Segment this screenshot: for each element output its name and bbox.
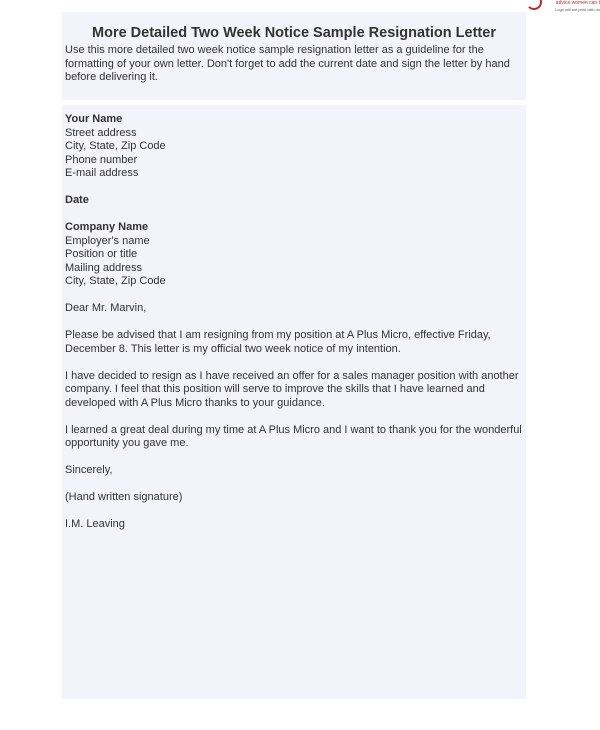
sender-city: City, State, Zip Code xyxy=(65,140,166,152)
closing: Sincerely, xyxy=(65,464,113,476)
letter-date: Date xyxy=(65,194,89,206)
logo-swoosh-icon xyxy=(526,0,542,10)
paragraph-thanks: I learned a great deal during my time at A Plus Micro and I want to thank you for the wonderful opportunity you gave me. xyxy=(65,423,522,449)
brand-logo xyxy=(520,0,600,16)
sender-street: Street address xyxy=(65,126,137,139)
letter-body xyxy=(62,105,526,532)
recipient-company: Company Name xyxy=(65,221,149,233)
recipient-city: City, State, Zip Code xyxy=(65,275,166,287)
intro-text: Use this more detailed two week notice sample resignation letter as a guideline for the formatting of your own letter. Don't forget to add the current date and sign the letter by hand before delivering it. xyxy=(65,44,510,83)
paragraph-reason: I have decided to resign as I have received an offer for a sales manager position with another company. I feel that this position will serve to improve the skills that I have learned and developed with A Plus Micro thanks to your guidance. xyxy=(65,369,519,409)
page-title: More Detailed Two Week Notice Sample Resignation Letter xyxy=(92,25,496,41)
signature-placeholder: (Hand written signature) xyxy=(65,491,183,503)
logo-print-note: Logo will not print with do xyxy=(555,7,600,12)
sender-email: E-mail address xyxy=(65,167,139,179)
recipient-mailing: Mailing address xyxy=(65,261,143,274)
paragraph-resignation: Please be advised that I am resigning from my position at A Plus Micro, effective Friday, December 8. This letter is my official two week notice of my intention. xyxy=(65,329,491,355)
recipient-employer: Employer's name xyxy=(65,234,150,247)
logo-tagline: advice women can t xyxy=(555,0,600,6)
signer-name: I.M. Leaving xyxy=(65,518,125,530)
sender-name: Your Name xyxy=(65,113,123,125)
header-section xyxy=(62,12,526,100)
salutation: Dear Mr. Marvin, xyxy=(65,302,147,314)
sender-phone: Phone number xyxy=(65,153,138,166)
recipient-position: Position or title xyxy=(65,248,138,260)
letter-section xyxy=(62,105,526,699)
